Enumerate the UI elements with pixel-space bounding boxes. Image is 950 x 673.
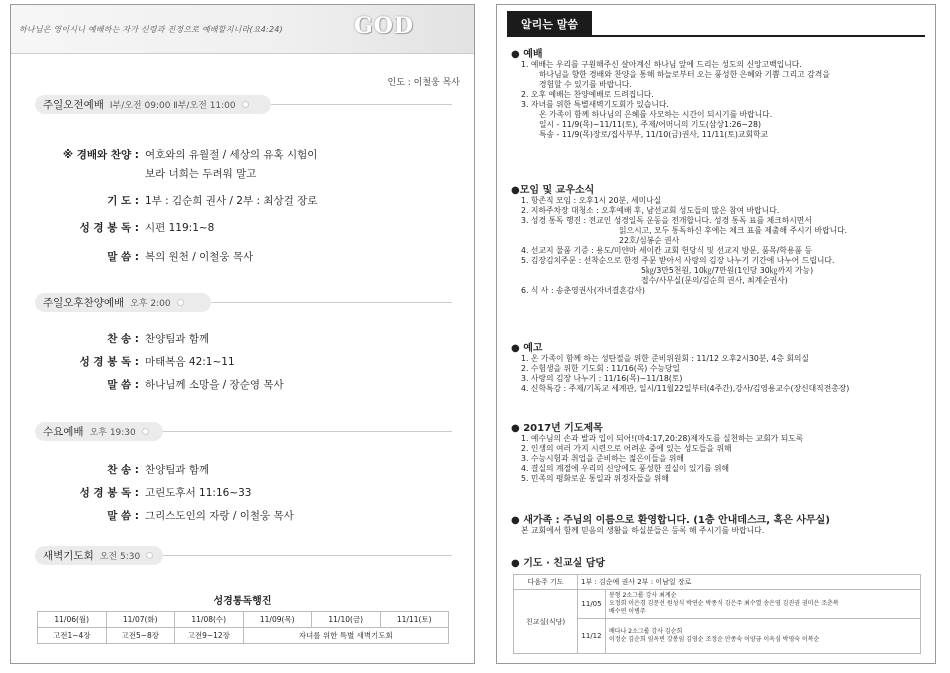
row-scripture (31, 354, 235, 369)
duty-names: 오정희 이은경 김문선 원성식 박연순 박종식 김은주 최수열 송은영 김진권 권미은 조춘복 (609, 600, 839, 607)
right-page (496, 4, 936, 664)
section-body (521, 354, 927, 394)
header-verse: 하나님은 영이시니 예배하는 자가 신령과 진정으로 예배할지니라(요4:24) (19, 25, 283, 34)
row-value: 복의 원천 / 이철웅 목사 (145, 251, 254, 263)
reading-cell: 고전9~12장 (175, 628, 244, 644)
notice-line: 본 교회에서 함께 믿음의 생활을 하실분들은 등록 해 주시기를 바랍니다. (521, 526, 765, 535)
section-heading: ● 예배 (511, 49, 543, 60)
section-title: 주일오후찬양예배 (43, 297, 125, 309)
row-label: 성 경 봉 독 : (79, 356, 139, 368)
section-divider (163, 431, 452, 432)
row-sermon (31, 508, 294, 523)
row-hymn (31, 462, 209, 477)
section-body (521, 434, 927, 484)
row-label: 성 경 봉 독 : (79, 487, 139, 499)
next-prayer-label: 다음주 기도 (514, 575, 578, 590)
section-body (521, 196, 927, 296)
section-heading: ● 예고 (511, 343, 543, 354)
notice-line: 1. 예수님의 손과 발과 입이 되어!(마4:17,20:28)제자도를 실천하는 교회가 되도록 (521, 434, 804, 443)
worship-leader: 인도 : 이철웅 목사 (387, 78, 460, 88)
left-page (10, 4, 475, 664)
table-row (514, 575, 921, 590)
notice-line: 온 가족이 함께 하나님의 은혜를 사모하는 시간이 되시기를 바랍니다. (539, 110, 773, 119)
notice-line: 3. 자녀를 위한 특별새벽기도회가 있습니다. (521, 100, 669, 109)
duty-date: 11/12 (578, 619, 606, 654)
section-newcomers (511, 511, 927, 536)
section-heading: ● 새가족 : 주님의 이름으로 환영합니다. (1층 안내데스크, 혹은 사무실) (511, 515, 830, 526)
row-label: 찬 송 : (107, 333, 139, 345)
date-cell: 11/11(토) (380, 612, 449, 628)
section-body (521, 526, 927, 536)
notice-line: 3. 성경 통독 행진 : 전교인 성경일독 운동을 전개합니다. 성경 통독 표를 체크하시면서 (521, 216, 812, 225)
notice-line: 1. 예배는 우리를 구원해주신 살아계신 하나님 앞에 드리는 성도의 신앙고백입니다. (521, 60, 802, 69)
row-prayer (31, 193, 317, 208)
section-heading: ●모임 및 교우소식 (511, 185, 595, 196)
date-cell: 11/09(목) (243, 612, 312, 628)
row-value: 여호와의 유월절 / 세상의 유혹 시험이 (145, 149, 318, 161)
section-dawn (35, 546, 163, 565)
row-label: 말 씀 : (107, 379, 139, 391)
row-value: 하나님께 소망을 / 장순영 목사 (145, 379, 284, 391)
section-divider (163, 555, 452, 556)
section-dot (142, 428, 149, 435)
section-dot (177, 299, 184, 306)
notice-line: 2. 수험생을 위한 기도회 : 11/16(목) 수능당일 (521, 364, 680, 373)
section-worship (511, 45, 927, 140)
section-title: 주일오전예배 (43, 99, 104, 111)
section-time: Ⅰ부/오전 09:00 Ⅱ부/오전 11:00 (109, 101, 236, 111)
row-value: 찬양팀과 함께 (145, 464, 210, 476)
row-value: 찬양팀과 함께 (145, 333, 210, 345)
section-time: 오전 5:30 (99, 552, 141, 562)
duty-group: 배다나 2소그룹 강사 김순희 (609, 628, 683, 635)
duty-members (606, 590, 921, 619)
row-hymn (31, 331, 209, 346)
duty-names: 배수연 이병주 (609, 608, 646, 615)
god-logo: GOD (353, 13, 414, 39)
notice-line: 일시 - 11/9(목)~11/11(토), 주제/어머니의 기도(삼상1:26~28) (539, 120, 762, 129)
notice-line: 5. 민족의 평화로운 통일과 위정자들을 위해 (521, 474, 669, 483)
section-time: 오후 2:00 (130, 299, 171, 309)
section-meetings (511, 181, 927, 296)
notice-line: 경험할 수 있기를 바랍니다. (539, 80, 632, 89)
date-cell: 11/07(화) (106, 612, 175, 628)
row-value-2: 보라 너희는 두려워 말고 (145, 168, 257, 180)
notice-line: 22호/심봉순 권사 (619, 236, 680, 245)
row-scripture (31, 485, 251, 500)
section-sunday-am (35, 95, 271, 114)
section-wednesday (35, 422, 163, 441)
row-value: 그리스도인의 자랑 / 이철웅 목사 (145, 510, 294, 522)
section-time: 오후 19:30 (89, 428, 136, 438)
section-dot (242, 101, 249, 108)
row-label: 찬 송 : (107, 464, 139, 476)
row-sermon (31, 377, 284, 392)
row-label: 말 씀 : (107, 251, 139, 263)
notice-line: 읽으시고, 모두 통독하신 후에는 체크 표를 제출해 주시기 바랍니다. (619, 226, 848, 235)
row-label: 기 도 : (107, 195, 139, 207)
fellowship-label: 친교실(식당) (514, 590, 578, 654)
row-value: 1부 : 김순희 권사 / 2부 : 최상걸 장로 (145, 195, 318, 207)
duty-group: 봉형 2소그룹 강사 최계순 (609, 592, 677, 599)
notice-line: 6. 식 사 : 송춘영권사(자녀결혼감사) (521, 286, 645, 295)
section-title: 수요예배 (43, 426, 84, 438)
section-heading: ● 기도 · 친교실 담당 (511, 558, 606, 569)
section-prayer (511, 419, 927, 484)
notice-line: 접수/사무실(문의/김순희 권사, 최계순권사) (641, 276, 788, 285)
notice-line: 1. 온 가족이 함께 하는 성탄절을 위한 준비위원회 : 11/12 오후2시30분, 4층 회의실 (521, 354, 809, 363)
bible-reading-title: 성경통독행진 (213, 596, 272, 607)
row-label: ※ 경배와 찬양 : (62, 149, 139, 161)
row-value: 고린도후서 11:16~33 (145, 487, 252, 499)
date-cell: 11/06(월) (38, 612, 107, 628)
notice-line: 5㎏/3만5천원, 10㎏/7만원(1인당 30㎏까지 가능) (641, 266, 814, 275)
table-row (514, 590, 921, 619)
title-underline (507, 35, 925, 37)
table-row (38, 612, 449, 628)
notice-line: 4. 신학특강 : 주제/기독교 세계관, 일시/11월22일부터(4주간),강사/김영용교수(장신대직전총장) (521, 384, 850, 393)
date-cell: 11/08(수) (175, 612, 244, 628)
notice-line: 1. 항존직 모임 : 오후1시 20분, 세미나실 (521, 196, 662, 205)
row-scripture (31, 220, 214, 235)
notice-line: 5. 김장김치주문 : 선착순으로 한정 주문 받아서 사랑의 김장 나누기 기간에 나누어 드립니다. (521, 256, 835, 265)
reading-cell: 고전5~8장 (106, 628, 175, 644)
section-divider (271, 104, 452, 105)
row-value: 시편 119:1~8 (145, 222, 215, 234)
duty-names: 이정순 김순희 임옥빈 강봉임 김영순 조정순 안종숙 이양금 이옥심 박영숙 이복순 (609, 636, 820, 643)
notice-line: 특송 - 11/9(목)장로/집사부부, 11/10(금)권사, 11/11(토)교회학교 (539, 130, 769, 139)
table-row (38, 628, 449, 644)
row-praise (31, 147, 317, 181)
reading-cell: 고전1~4장 (38, 628, 107, 644)
row-sermon (31, 249, 253, 264)
section-sunday-pm (35, 293, 211, 312)
notice-line: 3. 사랑의 김장 나누기 : 11/16(목)~11/18(토) (521, 374, 683, 383)
section-divider (211, 302, 452, 303)
section-notice (511, 339, 927, 394)
section-title: 새벽기도회 (43, 550, 94, 562)
notice-line: 3. 수능시험과 취업을 준비하는 젊은이들을 위해 (521, 454, 684, 463)
section-duty (511, 554, 927, 569)
section-dot (146, 552, 153, 559)
next-prayer-value: 1부 : 김순예 권사 2부 : 이남일 장로 (578, 575, 921, 590)
section-body (521, 60, 927, 140)
notice-line: 4. 결실의 계절에 우리의 신앙에도 풍성한 결실이 있기를 위해 (521, 464, 730, 473)
row-label: 말 씀 : (107, 510, 139, 522)
notice-line: 2. 지하주차장 대청소 : 오후예배 후, 남선교회 성도들의 많은 참여 바랍니다. (521, 206, 780, 215)
row-value: 마태복음 42:1~11 (145, 356, 235, 368)
bible-reading-table (37, 611, 449, 644)
notice-line: 하나님을 향한 경배와 찬양을 통해 하늘로부터 오는 풍성한 은혜와 기쁨 그리고 감격을 (539, 70, 830, 79)
notice-line: 2. 오후 예배는 찬양예배로 드려집니다. (521, 90, 654, 99)
row-label: 성 경 봉 독 : (79, 222, 139, 234)
notice-line: 4. 선교지 물품 기증 : 용도/미얀마 세이칸 교회 헌당식 및 선교지 방문, 품목/학용품 등 (521, 246, 813, 255)
page-header (11, 5, 474, 54)
special-cell: 자녀를 위한 특별 새벽기도회 (243, 628, 449, 644)
notices-title: 알리는 말씀 (507, 11, 592, 37)
date-cell: 11/10(금) (312, 612, 381, 628)
duty-members (606, 619, 921, 654)
notice-line: 2. 인생의 여러 가지 시련으로 어려운 중에 있는 성도들을 위해 (521, 444, 732, 453)
duty-table (513, 574, 921, 654)
section-heading: ● 2017년 기도제목 (511, 423, 603, 434)
duty-date: 11/05 (578, 590, 606, 619)
